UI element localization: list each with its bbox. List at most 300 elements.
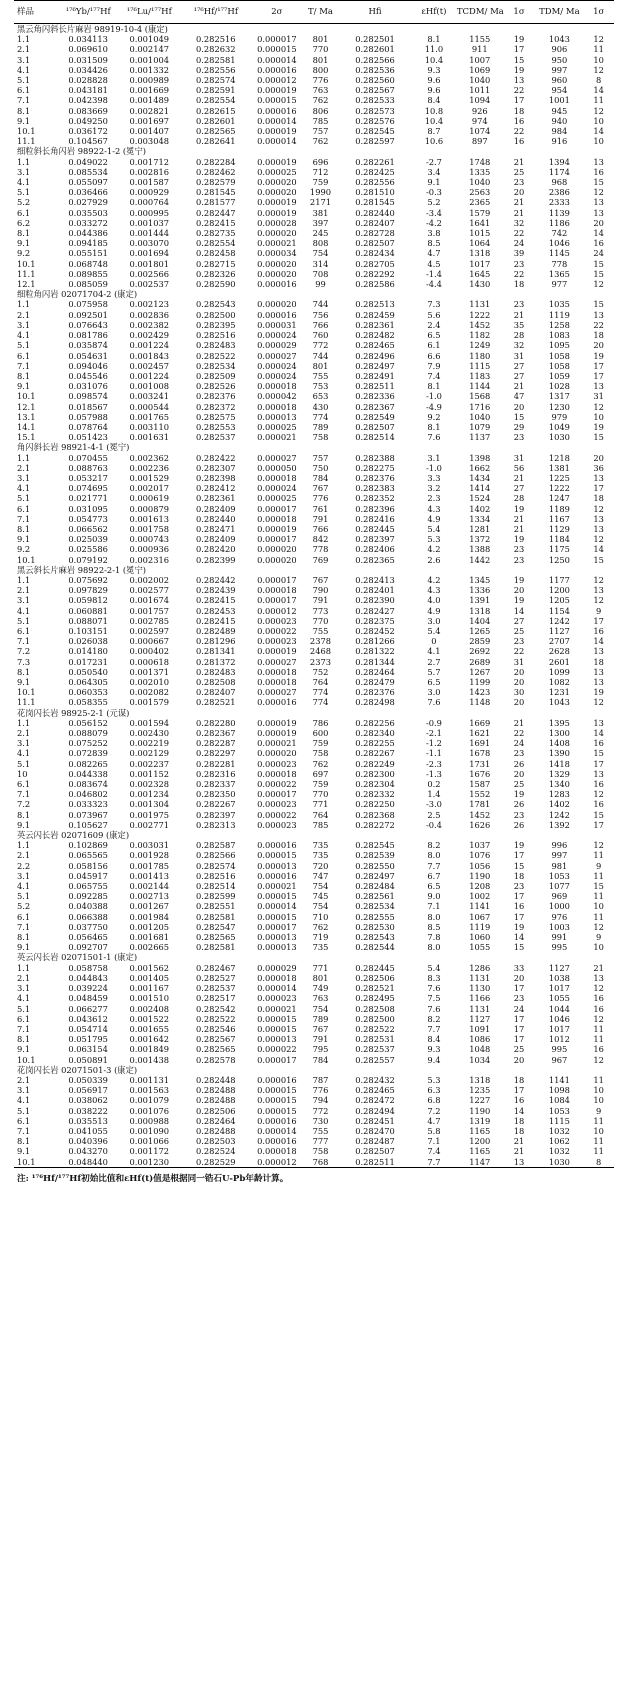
table-cell: 0.282272 [355, 819, 395, 830]
table-cell: 23 [513, 809, 525, 820]
column-header: TDM/ Ma [535, 1, 583, 24]
table-cell: 1186 [548, 217, 570, 228]
table-cell: 0.001843 [129, 350, 170, 361]
table-row [14, 769, 614, 779]
table-cell: 0.000012 [257, 75, 297, 86]
table-cell: 9.2 [17, 248, 31, 259]
table-cell: 0.000023 [257, 799, 297, 810]
table-cell: 10.8 [424, 105, 444, 116]
table-cell: 21 [513, 1146, 525, 1157]
table-cell: 27 [513, 615, 525, 626]
table-cell: 11 [593, 1115, 604, 1126]
table-row [14, 279, 614, 289]
table-cell: 0.000042 [257, 391, 297, 402]
table-cell: 0.282573 [355, 105, 395, 116]
table-cell: 1190 [469, 1105, 491, 1116]
table-cell: 0.282332 [355, 789, 395, 800]
table-cell: 1165 [469, 1146, 491, 1157]
table-cell: 0.000019 [257, 197, 297, 208]
table-cell: 7.8 [427, 932, 441, 943]
table-cell: 0.282615 [195, 105, 236, 116]
table-cell: 0.094185 [68, 238, 108, 249]
table-cell: 0.000022 [257, 625, 297, 636]
column-header: 样品 [14, 1, 58, 24]
hf-isotope-table [14, 0, 614, 1168]
table-cell: 0.282574 [195, 75, 236, 86]
table-cell: 0.282287 [195, 738, 236, 749]
table-cell: 1442 [469, 554, 491, 565]
table-cell: 0.000018 [257, 381, 297, 392]
table-row [14, 820, 614, 830]
table-cell: 754 [312, 1003, 329, 1014]
table-cell: 0.282566 [195, 850, 236, 861]
table-cell: 0.282534 [195, 360, 236, 371]
table-cell: 2.6 [427, 554, 441, 565]
table-row [14, 575, 614, 585]
table-cell: 10.1 [17, 391, 36, 402]
table-cell: 0.2 [427, 779, 441, 790]
table-cell: 19 [593, 421, 604, 432]
table-cell: 745 [312, 891, 329, 902]
table-cell: 1131 [469, 1003, 491, 1014]
table-row [14, 218, 614, 228]
table-cell: 774 [312, 697, 329, 708]
table-row [14, 340, 614, 350]
table-cell: 0.282452 [355, 625, 395, 636]
table-row [14, 1004, 614, 1014]
table-cell: 0.282439 [195, 585, 236, 596]
table-cell: 979 [551, 411, 568, 422]
table-cell: 0.002430 [129, 728, 170, 739]
table-cell: 17 [513, 891, 525, 902]
table-cell: 4.9 [427, 605, 441, 616]
table-cell: 0.282549 [355, 411, 395, 422]
table-cell: -4.4 [425, 279, 442, 290]
table-cell: 0.001079 [129, 1095, 170, 1106]
table-cell: 0.282467 [195, 962, 236, 973]
table-cell: 0.000019 [257, 646, 297, 657]
table-cell: 758 [312, 748, 329, 759]
table-cell: 0.282632 [195, 44, 236, 55]
table-cell: 0.282514 [195, 881, 236, 892]
table-cell: 0.282406 [355, 544, 395, 555]
table-row [14, 840, 614, 850]
table-cell: 776 [312, 75, 329, 86]
table-cell: 0.000017 [257, 574, 297, 585]
table-cell: 764 [312, 677, 329, 687]
table-cell: 754 [312, 248, 329, 259]
table-row [14, 677, 614, 687]
table-cell: 0.282256 [355, 717, 395, 728]
table-cell: 9.1 [17, 534, 31, 545]
table-cell: 0.085534 [68, 166, 108, 177]
table-cell: 6.5 [427, 881, 441, 892]
table-cell: 0.000031 [257, 319, 297, 330]
table-cell: 0.001131 [129, 1074, 170, 1085]
table-row [14, 197, 614, 207]
table-cell: 6.1 [17, 625, 31, 636]
table-cell: -0.9 [425, 717, 442, 728]
table-cell: 0.282361 [355, 319, 395, 330]
table-cell: 23 [513, 177, 525, 188]
table-cell: 1452 [469, 319, 491, 330]
table-cell: 0.066277 [68, 1003, 108, 1014]
table-cell: 1131 [469, 972, 491, 983]
table-cell: 15 [513, 411, 525, 422]
table-cell: 0.000017 [257, 534, 297, 545]
table-cell: 0.001371 [129, 666, 170, 677]
table-cell: 1218 [548, 452, 570, 463]
table-cell: 7.1 [17, 513, 31, 524]
sample-section-row [14, 565, 614, 575]
table-cell: 750 [312, 462, 329, 473]
table-cell: 0.282250 [355, 799, 395, 810]
table-cell: 1167 [548, 513, 570, 524]
table-cell: 0.282586 [355, 279, 395, 290]
table-row [14, 922, 614, 932]
table-row [14, 861, 614, 871]
table-cell: 7.1 [17, 921, 31, 932]
table-cell: 790 [312, 585, 329, 596]
table-cell: 0.000014 [257, 983, 297, 994]
table-cell: 0.282367 [355, 401, 395, 412]
table-cell: 1402 [548, 799, 570, 810]
table-cell: 0.282495 [355, 993, 395, 1004]
table-cell: 1043 [548, 34, 570, 45]
table-cell: 0.282409 [195, 534, 236, 545]
table-cell: 10.4 [424, 115, 444, 126]
table-cell: 19 [593, 687, 604, 698]
table-cell: 0.282445 [355, 523, 395, 534]
table-cell: 916 [551, 136, 568, 147]
table-cell: 0.001697 [129, 115, 170, 126]
table-cell: 31 [513, 656, 525, 667]
table-cell: 9.3 [427, 1044, 441, 1055]
table-cell: 381 [312, 207, 329, 218]
table-cell: 21 [513, 156, 525, 167]
table-cell: 1028 [548, 381, 570, 392]
table-cell: 0.282511 [339, 1157, 411, 1168]
table-cell: 1046 [548, 1013, 570, 1024]
table-cell: 0.076643 [68, 319, 108, 330]
table-cell: 1141 [548, 1074, 570, 1085]
table-row [14, 106, 614, 116]
table-cell: 1155 [469, 34, 491, 45]
table-cell: 0.282565 [195, 126, 236, 137]
table-row [14, 779, 614, 789]
table-cell: 926 [471, 105, 488, 116]
table-cell: 0.002597 [129, 625, 170, 636]
table-cell: 1434 [469, 472, 491, 483]
table-cell: 1.1 [17, 574, 31, 585]
sample-section-title: 细粒斜长角闪岩 98922-1-2 (冕宁) [17, 146, 146, 157]
table-cell: 13 [593, 207, 604, 218]
table-cell: 0.282484 [355, 881, 395, 892]
table-cell: 0.282376 [355, 472, 395, 483]
sample-section-title: 花岗闪长岩 98925-2-1 (元谋) [17, 707, 130, 718]
table-cell: 0.051423 [68, 432, 108, 443]
table-cell: 17 [593, 483, 604, 494]
table-cell: 0.282470 [355, 1125, 395, 1136]
table-cell: 16 [513, 1095, 525, 1106]
table-cell: 0.000027 [257, 656, 297, 667]
table-cell: 1318 [469, 248, 491, 259]
table-cell: 0.002316 [129, 554, 170, 565]
table-cell: 0.058355 [68, 697, 108, 708]
table-cell: 0.035513 [68, 1115, 108, 1126]
table-cell: 15 [593, 268, 604, 279]
table-cell: 0.001613 [129, 513, 170, 524]
table-cell: 0.000667 [129, 636, 170, 647]
table-cell: 0.002836 [129, 309, 170, 320]
table-cell: 1139 [548, 207, 570, 218]
table-cell: 0.002577 [129, 585, 170, 596]
table-cell: 0.282581 [195, 942, 236, 953]
table-cell: 1716 [469, 401, 491, 412]
table-cell: 1249 [469, 340, 491, 351]
table-cell: 0.056917 [68, 1085, 108, 1096]
table-cell: 0.282545 [355, 840, 395, 851]
table-cell: 0.000019 [257, 156, 297, 167]
table-row [14, 402, 614, 412]
table-cell: 0.282459 [355, 309, 395, 320]
table-cell: 0.282543 [355, 932, 395, 943]
table-cell: 2.1 [17, 309, 31, 320]
table-cell: 710 [312, 911, 329, 922]
table-cell: 0.282367 [195, 728, 236, 739]
table-cell: 0.002537 [129, 279, 170, 290]
table-cell: 0.000015 [257, 95, 297, 106]
table-cell: 791 [312, 513, 329, 524]
column-header: 2σ [252, 1, 302, 24]
table-cell: 0.001037 [129, 217, 170, 228]
table-cell: 5.3 [427, 534, 441, 545]
table-cell: 6.5 [427, 330, 441, 341]
table-cell: 8.2 [427, 1013, 441, 1024]
table-cell: 762 [312, 95, 329, 106]
table-cell: 0.282735 [195, 228, 236, 239]
table-cell: -3.0 [425, 799, 442, 810]
table-cell: 1119 [469, 921, 491, 932]
table-cell: 0.282501 [355, 34, 395, 45]
table-cell: 0.282304 [355, 779, 395, 790]
table-cell: 22 [513, 728, 525, 739]
table-cell: 0.014180 [68, 646, 108, 657]
table-cell: 0.003048 [129, 136, 170, 147]
table-cell: 4.1 [17, 605, 31, 616]
table-cell: 20 [593, 452, 604, 463]
table-cell: 0.051795 [68, 1034, 108, 1045]
table-cell: 0.282529 [180, 1157, 252, 1168]
table-cell: 1141 [469, 901, 491, 912]
table-cell: 2.7 [427, 656, 441, 667]
table-cell: 1235 [469, 1085, 491, 1096]
table-cell: 17 [593, 360, 604, 371]
table-cell: 0.049250 [68, 115, 108, 126]
table-cell: 1662 [469, 462, 491, 473]
table-cell: 5.6 [427, 309, 441, 320]
table-cell: 1058 [548, 360, 570, 371]
table-cell: 7.7 [427, 860, 441, 871]
table-cell: 21 [513, 523, 525, 534]
table-cell: 0.044386 [68, 228, 108, 239]
table-cell: 0.001405 [129, 972, 170, 983]
table-cell: 0.282513 [355, 299, 395, 310]
table-row [14, 259, 614, 269]
table-cell: 696 [312, 156, 329, 167]
table-cell: 0.000020 [257, 268, 297, 279]
table-cell: 13 [593, 156, 604, 167]
table-cell: 1250 [548, 554, 570, 565]
table-cell: 8 [583, 1157, 614, 1168]
table-cell: 1208 [469, 881, 491, 892]
sample-section-title: 细粒角闪岩 02071704-2 (康定) [17, 289, 138, 300]
table-cell: 763 [312, 85, 329, 96]
table-cell: 3.0 [427, 615, 441, 626]
table-row [14, 942, 614, 952]
table-cell: 0.000014 [257, 136, 297, 147]
table-cell: -1.4 [425, 268, 442, 279]
table-cell: 7.1 [17, 1023, 31, 1034]
table-cell: 1032 [548, 1125, 570, 1136]
table-cell: 0.070455 [68, 452, 108, 463]
table-cell: 13 [593, 666, 604, 677]
table-cell: 0.002123 [129, 299, 170, 310]
table-cell: 897 [471, 136, 488, 147]
table-cell: 0.001407 [129, 126, 170, 137]
table-cell: 21 [513, 309, 525, 320]
table-cell: 0.000027 [257, 452, 297, 463]
table-cell: 18 [513, 1125, 525, 1136]
table-cell: 0.002002 [129, 574, 170, 585]
table-cell: 0.282545 [355, 126, 395, 137]
table-cell: 17 [513, 44, 525, 55]
table-cell: 5.1 [17, 493, 31, 504]
table-cell: 0.000015 [257, 891, 297, 902]
table-cell: 1402 [469, 503, 491, 514]
table-cell: 769 [312, 554, 329, 565]
sample-section-row [14, 952, 614, 962]
table-cell: 15.1 [17, 432, 36, 443]
table-cell: 1676 [469, 768, 491, 779]
table-cell: 3.0 [427, 687, 441, 698]
table-cell: 7.9 [427, 360, 441, 371]
table-cell: 774 [312, 687, 329, 698]
table-cell: 755 [312, 625, 329, 636]
table-cell: 0.048440 [58, 1157, 119, 1168]
table-cell: 16 [593, 1003, 604, 1014]
table-cell: 0.037750 [68, 921, 108, 932]
table-cell: 5.2 [17, 197, 31, 208]
table-cell: 755 [312, 1125, 329, 1136]
table-cell: 0.025039 [68, 534, 108, 545]
table-cell: 1069 [469, 64, 491, 75]
table-cell: 1055 [469, 942, 491, 953]
table-cell: 945 [551, 105, 568, 116]
table-cell: 0.282383 [355, 483, 395, 494]
table-cell: 0.000013 [257, 942, 297, 953]
table-cell: 1043 [548, 697, 570, 708]
table-cell: 0.000017 [257, 789, 297, 800]
table-cell: 3.1 [17, 983, 31, 994]
table-row [14, 1014, 614, 1024]
table-cell: 0.282497 [355, 360, 395, 371]
table-cell: 0.001152 [129, 768, 170, 779]
table-cell: 0.000014 [257, 901, 297, 912]
table-cell: 0.002408 [129, 1003, 170, 1014]
table-cell: 749 [312, 983, 329, 994]
table-cell: 0.000018 [257, 472, 297, 483]
table-cell: 0.001594 [129, 717, 170, 728]
table-cell: 795 [312, 1044, 329, 1055]
table-cell: 1119 [548, 309, 570, 320]
table-cell: 16 [593, 738, 604, 749]
table-cell: 1127 [548, 962, 570, 973]
table-cell: 1044 [548, 1003, 570, 1014]
table-cell: 0.000020 [257, 228, 297, 239]
table-cell: 0.074695 [68, 483, 108, 494]
table-cell: 0.282587 [195, 840, 236, 851]
table-cell: 8.1 [17, 105, 31, 116]
table-cell: 0.282557 [355, 1054, 395, 1065]
table-cell: 0.001849 [129, 1044, 170, 1055]
table-cell: 0.103151 [68, 625, 108, 636]
table-cell: 1.1 [17, 717, 31, 728]
table-row [14, 534, 614, 544]
table-cell: 0.001230 [119, 1157, 180, 1168]
table-cell: 8.1 [17, 228, 31, 239]
table-cell: 12 [593, 401, 604, 412]
table-cell: 29 [513, 421, 525, 432]
table-cell: 1002 [469, 891, 491, 902]
table-cell: 13 [593, 972, 604, 983]
table-cell: 0.038062 [68, 1095, 108, 1106]
table-cell: 10.1 [17, 126, 36, 137]
table-cell: 0.000020 [257, 299, 297, 310]
table-cell: 14 [513, 932, 525, 943]
table-cell: 13 [593, 523, 604, 534]
table-cell: 778 [551, 258, 568, 269]
table-row [14, 95, 614, 105]
table-cell: 1319 [469, 1115, 491, 1126]
table-cell: 4.9 [427, 513, 441, 524]
table-cell: 1336 [469, 585, 491, 596]
column-header: Hfi [339, 1, 411, 24]
table-cell: 17 [513, 1085, 525, 1096]
table-cell: 0.000022 [257, 809, 297, 820]
table-cell: 1731 [469, 758, 491, 769]
table-cell: 12 [593, 983, 604, 994]
table-cell: 17 [513, 850, 525, 861]
table-cell: 0.000025 [257, 166, 297, 177]
table-cell: 16 [593, 166, 604, 177]
table-cell: 1579 [469, 207, 491, 218]
table-cell: 1190 [469, 870, 491, 881]
table-cell: 735 [312, 840, 329, 851]
table-cell: 0.282307 [195, 462, 236, 473]
table-cell: 785 [312, 819, 329, 830]
table-cell: 735 [312, 942, 329, 953]
table-cell: 0.282544 [355, 942, 395, 953]
table-cell: 0.001587 [129, 177, 170, 188]
table-cell: 2859 [469, 636, 491, 647]
table-cell: 3.1 [17, 738, 31, 749]
table-cell: 0.282526 [195, 381, 236, 392]
table-cell: 0.000023 [257, 993, 297, 1004]
table-cell: 17 [513, 1013, 525, 1024]
table-cell: 0.088079 [68, 728, 108, 739]
table-cell: 15 [593, 809, 604, 820]
